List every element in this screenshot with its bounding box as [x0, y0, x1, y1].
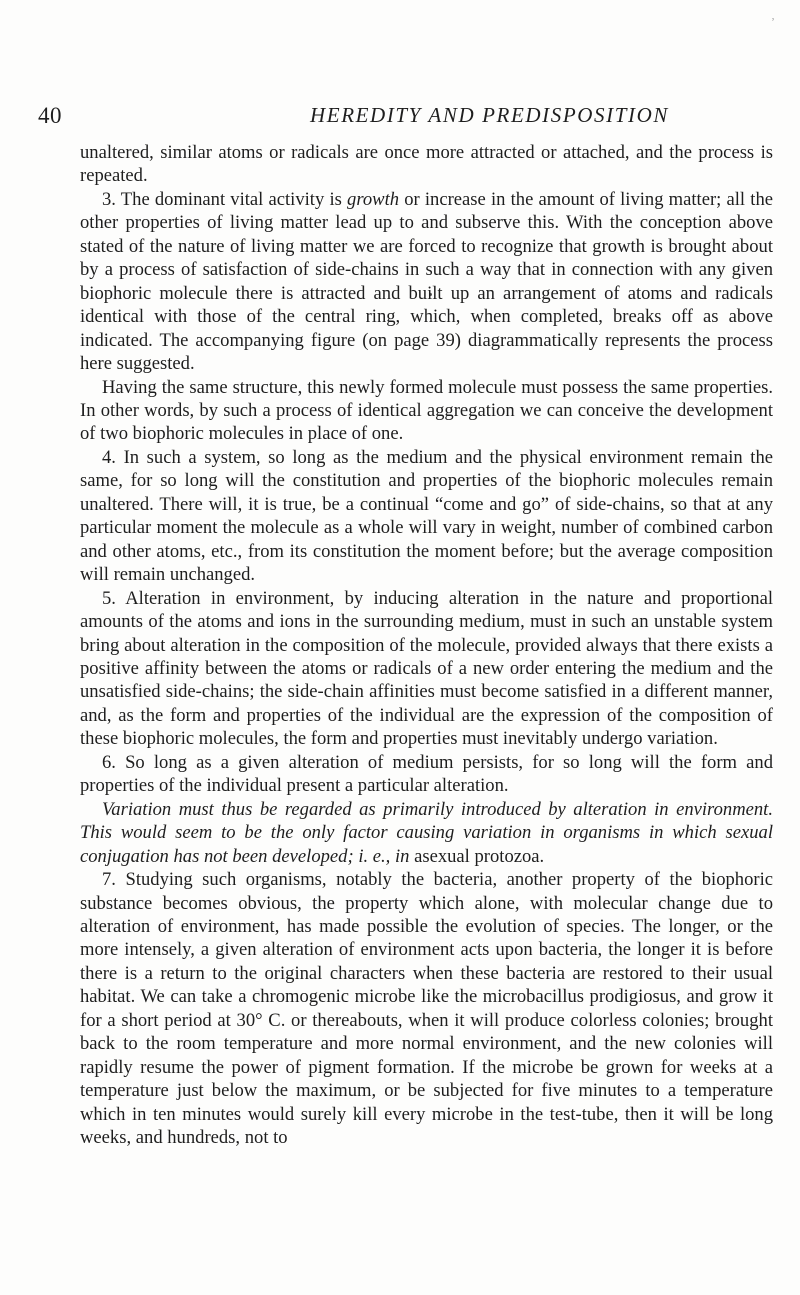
- running-head: HEREDITY AND PREDISPOSITION: [310, 103, 669, 127]
- growth-emphasis: growth: [347, 188, 400, 210]
- paragraph-3-lead: 3. The dominant vital activity is: [102, 188, 348, 210]
- paragraph-7: 7. Studying such organisms, notably the bacteria, another property of the biophoric substance becomes obvious, the property which alone, with molecular change due to alteration of environment, has made possible the evolution of species. The longer, or the more intensely, a given alteration of environment acts upon bacteria, the longer it is before there is a return to the original characters when these bacteria are restored to their usual habitat. We can take a chromogenic microbe like the microbacillus prodigiosus, and grow it for a short period at 30° C. or thereabouts, when it will produce colorless colonies; brought back to the room temperature and more normal environment, and the new colonies will rapidly resume the power of pigment formation. If the microbe be grown for weeks at a temperature just below the maximum, or be subjected for five minutes to a temperature which in ten minutes would surely kill every microbe in the test-tube, then it will be long weeks, and hundreds, not to: [80, 869, 773, 1149]
- paragraph-4: 4. In such a system, so long as the medium and the physical environment remain the same, for so long will the constitution and properties of the biophoric molecules remain unaltered. There will, it is true, be a continual “come and go” of side-chains, so that at any particular moment the molecule as a whole will vary in weight, number of combined carbon and other atoms, etc., from its constitution the moment before; but the average composition will remain unchanged.: [80, 446, 773, 586]
- paragraph-3-rest: or increase in the amount of living matter; all the other properties of living matter lead up to and subserve this. With the conception above stated of the nature of living matter we are forced to recognize that growth is brought about by a process of satisfaction of side-chains in such a way that in connection with any given biophoric molecule there is attracted and built up an arrangement of atoms and radicals identical with those of the central ring, which, when completed, breaks off as above indicated. The accompanying figure (on page 39) diagrammatically represents the process here suggested.: [80, 188, 773, 375]
- paragraph-5: 5. Alteration in environment, by inducing alteration in the nature and proportional amounts of the atoms and ions in the surrounding medium, must in such an unstable system bring about alteration in the composition of the molecule, provided always that there exists a positive affinity between the atoms or radicals of a new order entering the medium and the unsatisfied side-chains; the side-chain affinities must become satisfied in a different manner, and, as the form and properties of the individual are the expression of the composition of these biophoric molecules, the form and properties must inevitably undergo variation.: [80, 587, 773, 750]
- page-number: 40: [38, 103, 62, 128]
- paragraph-3: [80, 188, 773, 376]
- variation-statement-upright: asexual protozoa.: [414, 845, 545, 867]
- page-header: [0, 103, 800, 133]
- paragraph-continued: unaltered, similar atoms or radicals are once more attracted or attached, and the process is repeated.: [80, 142, 773, 187]
- variation-statement: [80, 798, 773, 868]
- corner-mark: ‚: [771, 8, 775, 22]
- paragraph-3-continued: Having the same structure, this newly formed molecule must possess the same properties. In other words, by such a process of identical aggregation we can conceive the development of two biophoric molecules in place of one.: [80, 376, 773, 445]
- body-text: [80, 141, 773, 1149]
- paragraph-6: 6. So long as a given alteration of medium persists, for so long will the form and properties of the individual present a particular alteration.: [80, 751, 773, 797]
- variation-statement-italic: Variation must thus be regarded as primarily introduced by alteration in environment. This would seem to be the only factor causing variation in organisms in which sexual conjugation has not been developed; i. e., in: [80, 798, 773, 867]
